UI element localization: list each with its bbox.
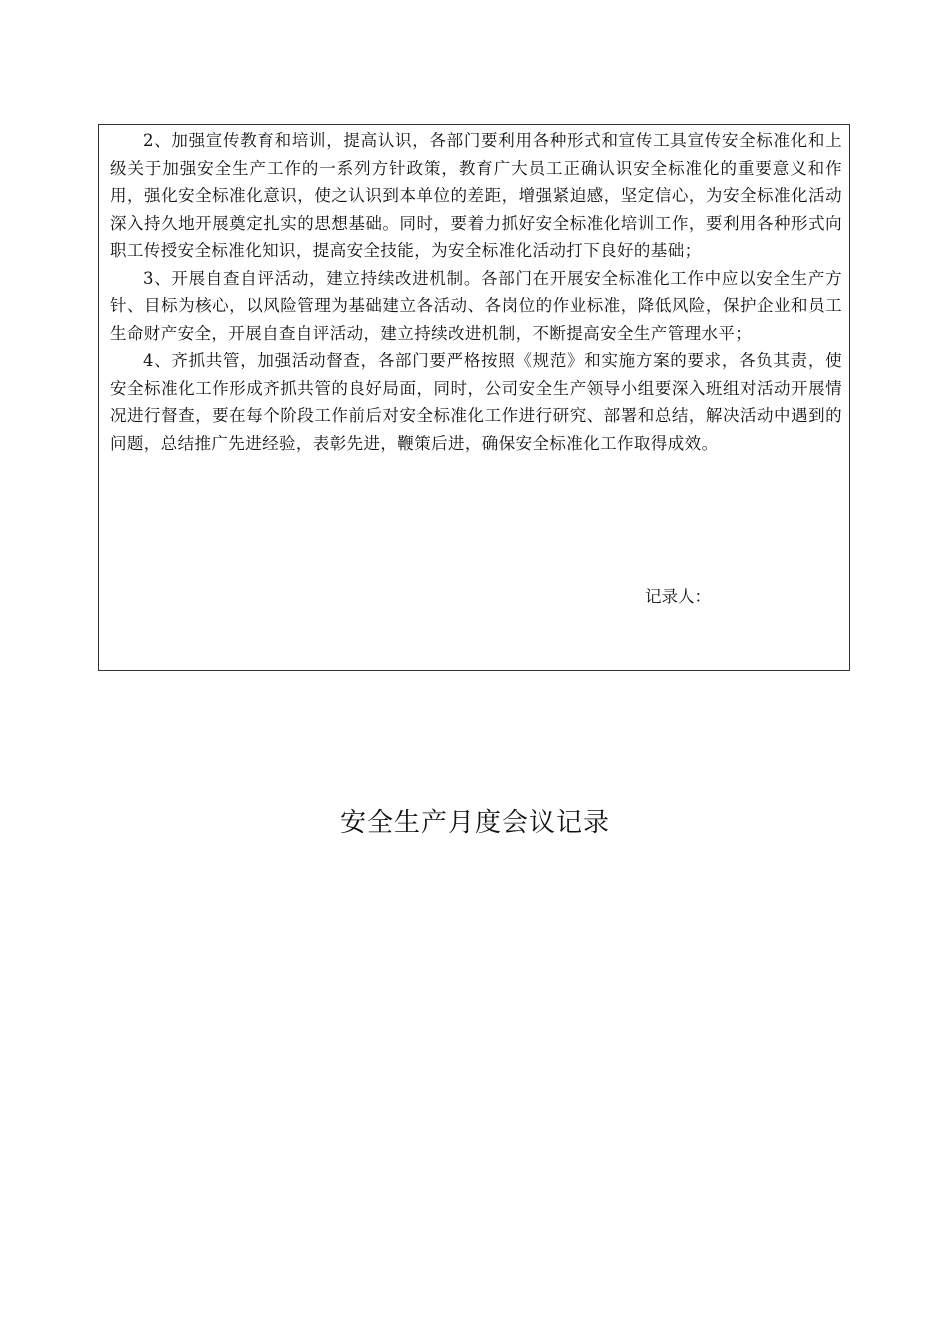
document-title: 安全生产月度会议记录 xyxy=(339,808,610,838)
recorder-label: 记录人： xyxy=(645,587,711,606)
record-content xyxy=(110,127,842,457)
paragraph-item-4: 4、齐抓共管，加强活动督查，各部门要严格按照《规范》和实施方案的要求，各负其责，使安全标准化工作形成齐抓共管的良好局面，同时，公司安全生产领导小组要深入班组对活动开展情况进行督查，要在每个阶段工作前后对安全标准化工作进行研究、部署和总结，解决活动中遇到的问题，总结推广先进经验，表彰先进，鞭策后进，确保安全标准化工作取得成效。 xyxy=(110,351,842,453)
paragraph-item-3: 3、开展自查自评活动，建立持续改进机制。各部门在开展安全标准化工作中应以安全生产方针、目标为核心，以风险管理为基础建立各活动、各岗位的作业标准，降低风险，保护企业和员工生命财产安全，开展自查自评活动，建立持续改进机制，不断提高安全生产管理水平； xyxy=(110,268,842,343)
paragraph-item-2: 2、加强宣传教育和培训，提高认识，各部门要利用各种形式和宣传工具宣传安全标准化和上级关于加强安全生产工作的一系列方针政策，教育广大员工正确认识安全标准化的重要意义和作用，强化安全标准化意识，使之认识到本单位的差距，增强紧迫感，坚定信心，为安全标准化活动深入持久地开展奠定扎实的思想基础。同时，要着力抓好安全标准化培训工作，要利用各种形式向职工传授安全标准化知识，提高安全技能，为安全标准化活动打下良好的基础； xyxy=(110,131,842,260)
meeting-record-box xyxy=(98,124,850,671)
